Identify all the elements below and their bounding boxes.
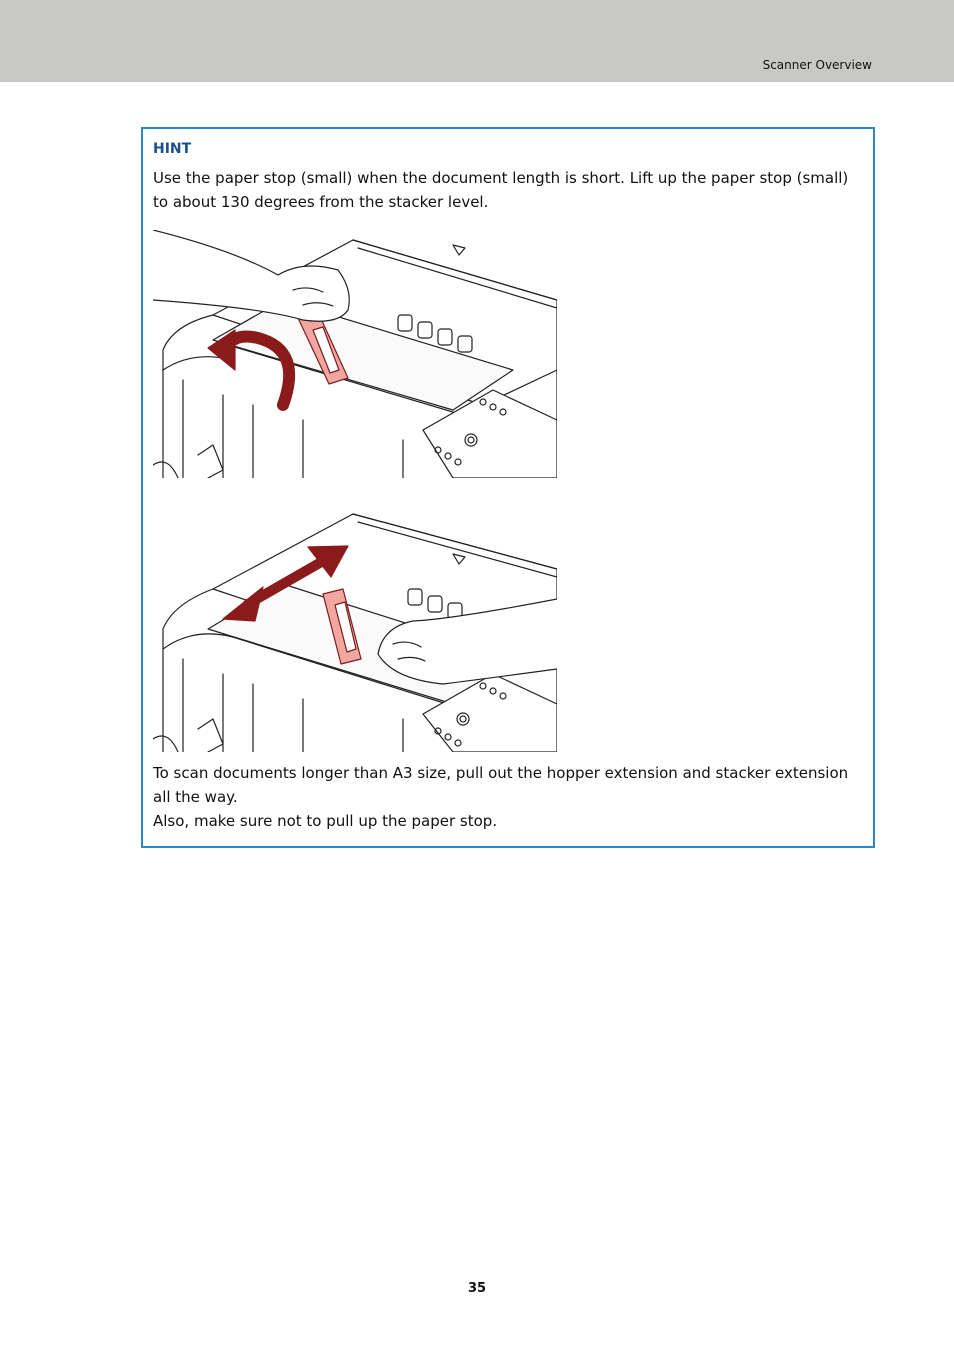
- hint-paragraph-extension: To scan documents longer than A3 size, pull out the hopper extension and stacker extension all the way.: [153, 764, 849, 806]
- hint-title: HINT: [153, 141, 192, 157]
- hint-paragraph-paper-stop-warning: Also, make sure not to pull up the paper stop.: [153, 812, 498, 830]
- stacker-extension-illustration: [153, 509, 557, 752]
- section-title: Scanner Overview: [762, 58, 872, 72]
- lift-paper-stop-illustration: [153, 230, 557, 478]
- page-header-bar: [0, 0, 954, 82]
- page-number: 35: [467, 1281, 487, 1296]
- hint-paragraph-paper-stop: Use the paper stop (small) when the document length is short. Lift up the paper stop (small) to about 130 degrees from the stacker level.: [153, 169, 849, 211]
- hint-box: [141, 127, 875, 848]
